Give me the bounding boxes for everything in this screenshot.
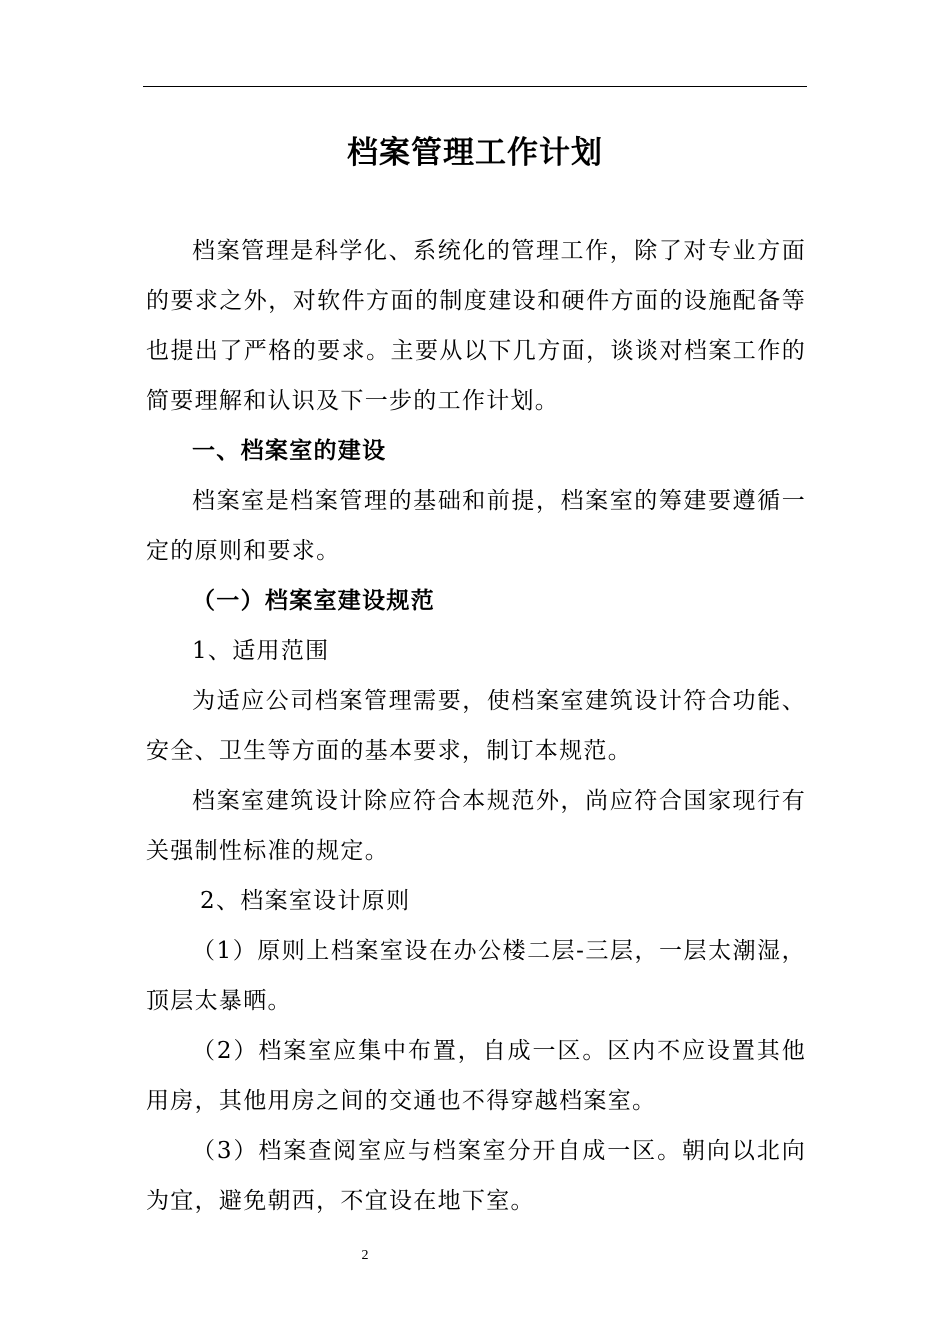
intro-paragraph: 档案管理是科学化、系统化的管理工作，除了对专业方面的要求之外，对软件方面的制度建设和硬件方面的设施配备等也提出了严格的要求。主要从以下几方面，谈谈对档案工作的简要理解和认识及下一步的工作计划。 — [146, 238, 806, 414]
list-item: （2）档案室应集中布置，自成一区。区内不应设置其他用房，其他用房之间的交通也不得穿越档案室。 — [146, 1038, 806, 1114]
item-heading: 1、适用范围 — [192, 638, 330, 664]
body-paragraph: 为适应公司档案管理需要，使档案室建筑设计符合功能、安全、卫生等方面的基本要求，制订本规范。 — [146, 688, 806, 764]
list-item: （1）原则上档案室设在办公楼二层-三层，一层太潮湿，顶层太暴晒。 — [146, 938, 806, 1014]
body-paragraph: 档案室建筑设计除应符合本规范外，尚应符合国家现行有关强制性标准的规定。 — [146, 788, 806, 864]
subsection-heading: （一）档案室建设规范 — [192, 588, 435, 614]
body-paragraph: 档案室是档案管理的基础和前提，档案室的筹建要遵循一定的原则和要求。 — [146, 488, 806, 564]
item-heading: 2、档案室设计原则 — [200, 888, 411, 914]
list-item: （3）档案查阅室应与档案室分开自成一区。朝向以北向为宜，避免朝西，不宜设在地下室。 — [146, 1138, 806, 1214]
header-rule — [143, 86, 807, 87]
document-title: 档案管理工作计划 — [347, 135, 603, 171]
page-number: 2 — [361, 1248, 369, 1263]
document-body — [146, 226, 806, 1226]
section-heading: 一、档案室的建设 — [192, 438, 387, 464]
